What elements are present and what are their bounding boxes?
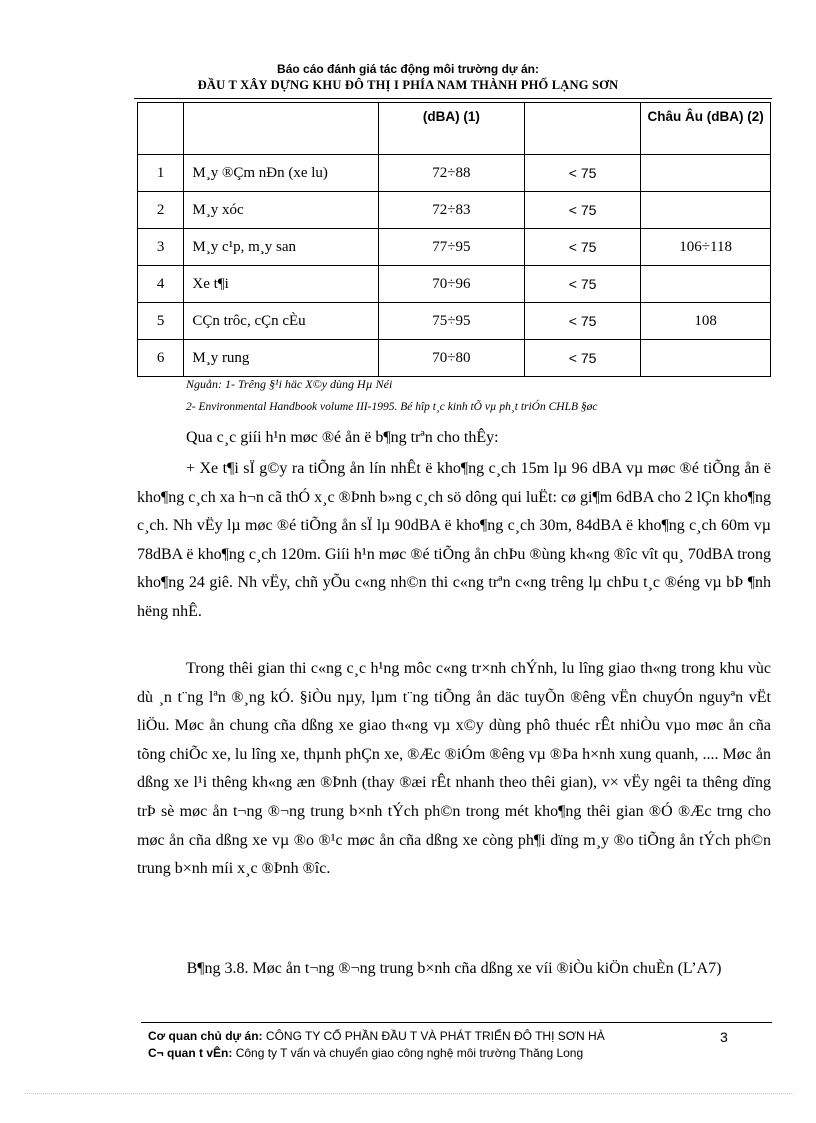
row-number: 1 <box>138 155 184 192</box>
eu-value: 108 <box>641 303 771 340</box>
noise-range: 72÷88 <box>378 155 524 192</box>
noise-range: 70÷96 <box>378 266 524 303</box>
owner-label: Cơ quan chủ dự án: <box>148 1029 263 1043</box>
header-cell-limit <box>524 103 640 155</box>
row-number: 3 <box>138 229 184 266</box>
table-row <box>138 266 771 303</box>
eu-value <box>641 340 771 377</box>
row-number: 6 <box>138 340 184 377</box>
header-cell-eu: Châu Âu (dBA) (2) <box>641 103 771 155</box>
noise-limit: < 75 <box>524 192 640 229</box>
header-cell-range: (dBA) (1) <box>378 103 524 155</box>
machine-name: M¸y rung <box>184 340 378 377</box>
noise-limit: < 75 <box>524 340 640 377</box>
table-header-row <box>138 103 771 155</box>
noise-limit: < 75 <box>524 229 640 266</box>
noise-range: 75÷95 <box>378 303 524 340</box>
header-cell-name <box>184 103 378 155</box>
noise-range: 77÷95 <box>378 229 524 266</box>
consultant-value: Công ty T vấn và chuyển giao công nghệ môi trường Thăng Long <box>235 1046 584 1060</box>
footer-consultant <box>148 1046 583 1060</box>
report-header-title: Báo cáo đánh giá tác động môi trường dự án: <box>277 62 539 76</box>
row-number: 5 <box>138 303 184 340</box>
noise-limit: < 75 <box>524 303 640 340</box>
table-row <box>138 303 771 340</box>
project-title: ĐẦU T XÂY DỰNG KHU ĐÔ THỊ I PHÍA NAM THÀNH PHỐ LẠNG SƠN <box>197 78 619 92</box>
owner-value: CÔNG TY CỔ PHẦN ĐẦU T VÀ PHÁT TRIỂN ĐÔ THỊ SƠN HÀ <box>265 1029 605 1043</box>
row-number: 4 <box>138 266 184 303</box>
source-note-1: Nguån: 1- Trêng §¹i häc X©y dùng Hµ Néi <box>186 377 393 391</box>
machine-name: M¸y xóc <box>184 192 378 229</box>
noise-limit: < 75 <box>524 155 640 192</box>
source-note-2: 2- Environmental Handbook volume III-1995. Bé hîp t¸c kinh tÕ vµ ph¸t triÓn CHLB §øc <box>186 401 598 413</box>
noise-limit: < 75 <box>524 266 640 303</box>
table-row <box>138 229 771 266</box>
footer-owner <box>148 1029 605 1043</box>
page-bottom-dotted-line <box>24 1093 794 1094</box>
noise-range: 72÷83 <box>378 192 524 229</box>
table-row <box>138 340 771 377</box>
paragraph-traffic-noise: Trong thêi gian thi c«ng c¸c h¹ng môc c«ng tr×nh chÝnh, lu lîng giao th«ng trong khu vùc dù ¸n t¨ng lªn ®¸ng kÓ. §iÒu nµy, lµm t¨ng tiÕng ån däc tuyÕn ®êng vËn chuyÓn nguyªn vËt liÖu. Møc ån chung cña dßng xe giao th«ng vµ x©y dùng phô thuéc rÊt nhiÒu vµo møc ån cña tõng chiÕc xe, lu lîng xe, thµnh phÇn xe, ®Æc ®iÓm ®êng vµ ®Þa h×nh xung quanh, .... Møc ån dßng xe l¹i thêng kh«ng æn ®Þnh (thay ®æi rÊt nhanh theo thêi gian), v× vËy ngêi ta thêng dïng trÞ sè møc ån t¬ng ®¬ng trung b×nh tÝch ph©n trong mét kho¶ng thêi gian ®Ó ®Æc trng cho møc ån cña dßng xe vµ ®o ®¹c møc ån cña dßng xe còng ph¶i dïng m¸y ®o tiÕng ån tÝch ph©n trung b×nh míi x¸c ®Þnh ®îc. <box>137 660 771 878</box>
header-divider <box>134 98 772 99</box>
machine-name: M¸y c¹p, m¸y san <box>184 229 378 266</box>
eu-value <box>641 155 771 192</box>
page-number: 3 <box>720 1029 728 1045</box>
table-caption: B¶ng 3.8. Møc ån t¬ng ®¬ng trung b×nh cña dßng xe víi ®iÒu kiÖn chuÈn (L’A7) <box>186 960 722 977</box>
eu-value <box>641 192 771 229</box>
machine-name: Xe t¶i <box>184 266 378 303</box>
paragraph-truck-noise: + Xe t¶i sÏ g©y ra tiÕng ån lín nhÊt ë kho¶ng c¸ch 15m lµ 96 dBA vµ møc ®é tiÕng ån ë kho¶ng c¸ch xa h¬n cã thÓ x¸c ®Þnh b»ng c¸ch sö dông qui luËt: cø gi¶m 6dBA cho 2 lÇn kho¶ng c¸ch. Nh vËy lµ møc ®é tiÕng ån sÏ lµ 90dBA ë kho¶ng c¸ch 30m, 84dBA ë kho¶ng c¸ch 60m vµ 78dBA ë kho¶ng c¸ch 120m. Giíi h¹n møc ®é tiÕng ån chÞu ®ùng kh«ng ®îc vît qu¸ 70dBA trong kho¶ng 24 giê. Nh vËy, chñ yÕu c«ng nh©n thi c«ng trªn c«ng trêng lµ chÞu t¸c ®éng vµ bÞ ¶nh hëng nhÊ. <box>137 460 771 620</box>
header-cell-no <box>138 103 184 155</box>
intro-sentence: Qua c¸c giíi h¹n møc ®é ån ë b¶ng trªn cho thÊy: <box>186 429 499 446</box>
machine-name: M¸y ®Çm nÐn (xe lu) <box>184 155 378 192</box>
eu-value: 106÷118 <box>641 229 771 266</box>
table-row <box>138 192 771 229</box>
consultant-label: C¬ quan t vÊn: <box>148 1046 233 1060</box>
row-number: 2 <box>138 192 184 229</box>
table-row <box>138 155 771 192</box>
noise-range: 70÷80 <box>378 340 524 377</box>
machine-name: CÇn trôc, cÇn cÈu <box>184 303 378 340</box>
noise-level-table <box>137 102 771 377</box>
footer-divider <box>141 1022 772 1023</box>
eu-value <box>641 266 771 303</box>
